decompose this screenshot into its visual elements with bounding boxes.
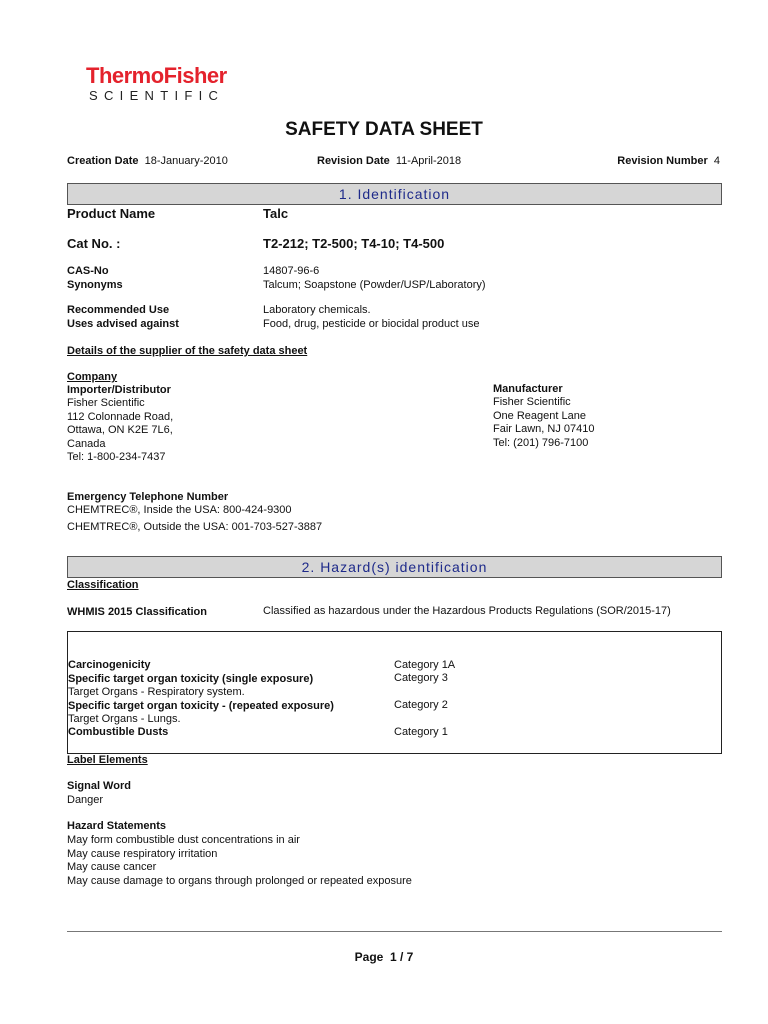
- manufacturer-line: Fisher Scientific: [493, 396, 571, 408]
- hazard-statement: May form combustible dust concentrations in air: [67, 834, 300, 846]
- page-indicator: [0, 950, 768, 964]
- chemtrec-outside-usa: CHEMTREC®, Outside the USA: 001-703-527-3887: [67, 520, 323, 533]
- importer-line: Fisher Scientific: [67, 397, 145, 409]
- cat-no-value: T2-212; T2-500; T4-10; T4-500: [263, 236, 445, 251]
- creation-date: [67, 155, 228, 168]
- importer-label: Importer/Distributor: [67, 384, 171, 396]
- signal-word-value: Danger: [67, 794, 104, 806]
- whmis-value: Classified as hazardous under the Hazardous Products Regulations (SOR/2015-17): [263, 605, 671, 617]
- revision-date-value: 11-April-2018: [395, 155, 462, 167]
- chemtrec-inside-usa: CHEMTREC®, Inside the USA: 800-424-9300: [67, 504, 292, 516]
- manufacturer-address: [493, 396, 595, 450]
- combustible-dusts-label: Combustible Dusts: [68, 726, 169, 738]
- scientific-logo-text: SCIENTIFIC: [89, 88, 225, 103]
- cas-no-value: 14807-96-6: [263, 265, 320, 277]
- thermofisher-logo: ThermoFisher: [86, 63, 227, 88]
- recommended-use-value: Laboratory chemicals.: [263, 304, 371, 316]
- importer-phone: Tel: 1-800-234-7437: [67, 451, 166, 463]
- hazard-statements-list: [67, 834, 412, 888]
- importer-line: 112 Colonnade Road,: [67, 410, 174, 423]
- page-label: Page: [354, 950, 384, 964]
- page-number: 1 / 7: [390, 950, 414, 964]
- label-elements-heading: Label Elements: [67, 754, 148, 766]
- classification-label: Classification: [67, 579, 139, 591]
- uses-advised-against-value: Food, drug, pesticide or biocidal product use: [263, 318, 480, 330]
- supplier-details-heading: Details of the supplier of the safety data sheet: [67, 345, 308, 357]
- synonyms-value: Talcum; Soapstone (Powder/USP/Laboratory): [263, 279, 486, 291]
- revision-number: [617, 155, 720, 168]
- revision-number-label: Revision Number: [617, 155, 708, 167]
- stot-repeat-organs: Target Organs - Lungs.: [68, 713, 181, 725]
- importer-line: Ottawa, ON K2E 7L6,: [67, 424, 173, 436]
- stot-single-label: Specific target organ toxicity (single exposure): [68, 673, 314, 685]
- carcinogenicity-label: Carcinogenicity: [68, 659, 151, 671]
- synonyms-label: Synonyms: [67, 279, 123, 291]
- product-name-value: Talc: [263, 206, 289, 221]
- stot-single-value: Category 3: [394, 672, 448, 684]
- hazard-statement: May cause cancer: [67, 861, 157, 873]
- manufacturer-phone: Tel: (201) 796-7100: [493, 436, 589, 449]
- stot-repeat-value: Category 2: [394, 699, 448, 711]
- manufacturer-label: Manufacturer: [493, 383, 563, 395]
- creation-date-value: 18-January-2010: [144, 155, 228, 167]
- stot-repeat-label: Specific target organ toxicity - (repeated exposure): [68, 700, 334, 712]
- cas-no-label: CAS-No: [67, 265, 109, 277]
- carcinogenicity-value: Category 1A: [394, 659, 456, 671]
- footer-divider: [67, 931, 722, 932]
- importer-address: [67, 397, 173, 465]
- cat-no-label: Cat No. :: [67, 236, 121, 251]
- company-label: Company: [67, 371, 118, 383]
- uses-advised-against-label: Uses advised against: [67, 318, 179, 330]
- emergency-phones: [67, 504, 322, 534]
- creation-date-label: Creation Date: [67, 155, 139, 167]
- hazard-statement: May cause respiratory irritation: [67, 847, 218, 860]
- manufacturer-line: Fair Lawn, NJ 07410: [493, 423, 595, 435]
- product-name-label: Product Name: [67, 206, 156, 221]
- combustible-dusts-value: Category 1: [394, 726, 448, 738]
- revision-date-label: Revision Date: [317, 155, 390, 167]
- section-1-heading: 1. Identification: [67, 183, 722, 205]
- importer-line: Canada: [67, 437, 106, 450]
- hazard-statements-label: Hazard Statements: [67, 820, 167, 832]
- revision-date: [317, 155, 461, 168]
- whmis-label: WHMIS 2015 Classification: [67, 606, 207, 618]
- emergency-phone-label: Emergency Telephone Number: [67, 491, 229, 503]
- document-title: SAFETY DATA SHEET: [285, 119, 483, 140]
- section-2-heading: 2. Hazard(s) identification: [67, 556, 722, 578]
- stot-single-organs: Target Organs - Respiratory system.: [68, 686, 245, 698]
- revision-number-value: 4: [713, 155, 720, 167]
- recommended-use-label: Recommended Use: [67, 304, 170, 316]
- hazard-statement: May cause damage to organs through prolonged or repeated exposure: [67, 874, 412, 887]
- manufacturer-line: One Reagent Lane: [493, 409, 586, 422]
- signal-word-label: Signal Word: [67, 780, 131, 792]
